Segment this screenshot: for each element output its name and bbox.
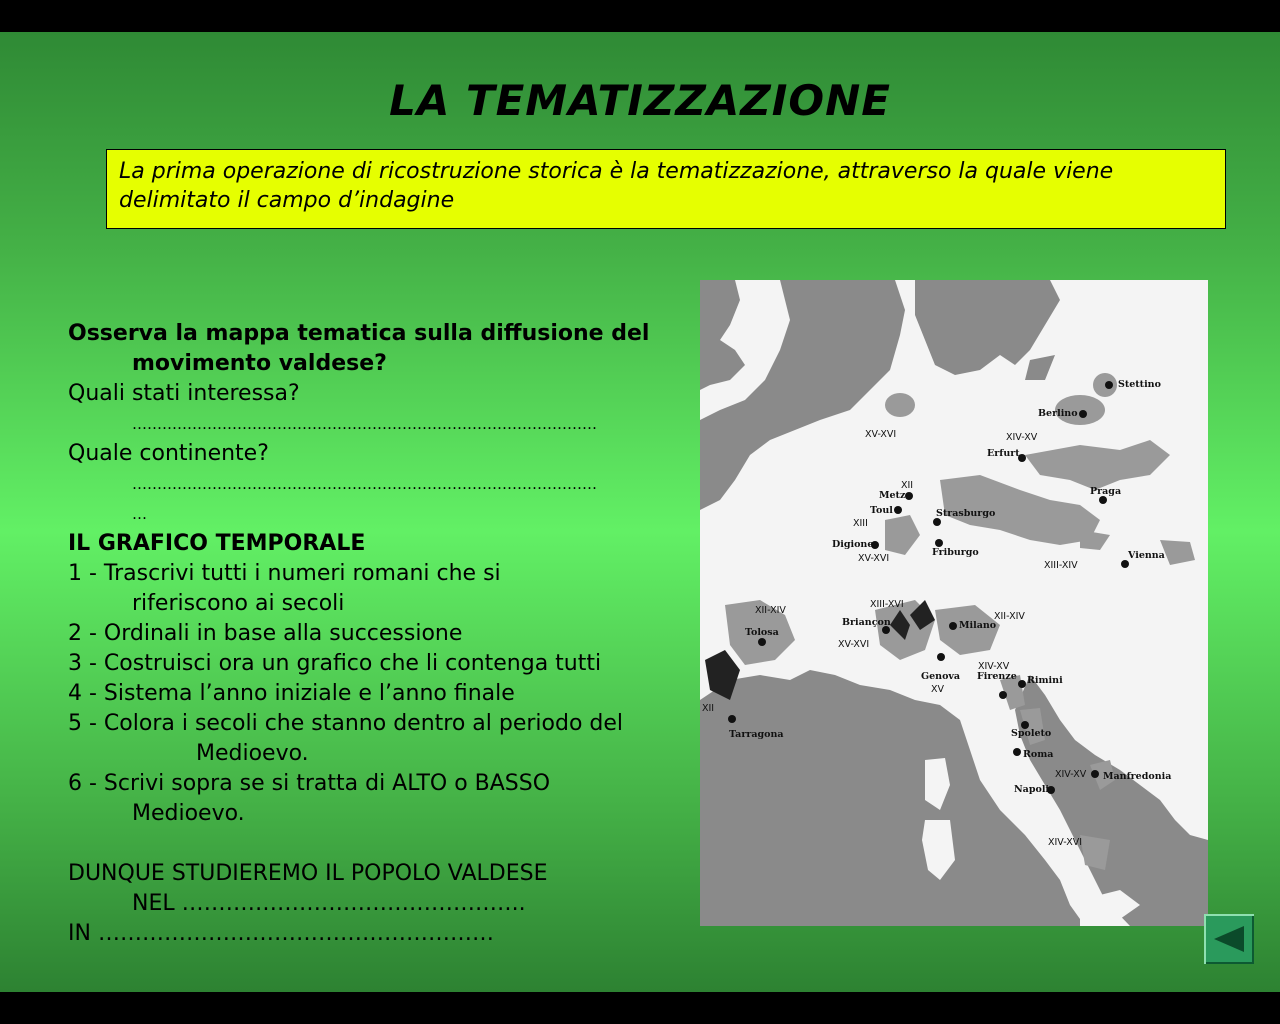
map-label: Berlino bbox=[1038, 408, 1078, 419]
map-century-label: XIII-XVI bbox=[870, 599, 904, 610]
map-century-label: XV-XVI bbox=[838, 639, 870, 650]
step-5-cont: Medioevo. bbox=[196, 741, 309, 766]
map-label: Praga bbox=[1090, 486, 1122, 497]
question-2: Quali stati interessa? bbox=[68, 381, 300, 406]
back-button[interactable] bbox=[1204, 914, 1254, 964]
map-century-label: XII-XIV bbox=[755, 605, 786, 616]
step-6-cont: Medioevo. bbox=[132, 801, 245, 826]
map-century-label: XV bbox=[931, 684, 945, 695]
map-label: Spoleto bbox=[1011, 728, 1052, 739]
map-label: Metz bbox=[879, 490, 906, 501]
map-century-label: XIII bbox=[853, 518, 868, 529]
map-label: Tolosa bbox=[745, 627, 779, 638]
step-4: 4 - Sistema l’anno iniziale e l’anno finale bbox=[68, 681, 515, 706]
step-3: 3 - Costruisci ora un grafico che li contenga tutti bbox=[68, 651, 602, 676]
answer-line-3b: … bbox=[132, 505, 147, 523]
exercise-text bbox=[68, 319, 668, 949]
map-century-label: XIV-XVI bbox=[1048, 837, 1083, 848]
map-image bbox=[700, 280, 1208, 926]
map-label: Milano bbox=[959, 620, 997, 631]
map-century-label: XII bbox=[702, 703, 715, 714]
answer-line-3: ………………………………………………………………………………… bbox=[132, 475, 597, 493]
conclusion-2: NEL ……………………………………….. bbox=[132, 891, 526, 916]
map-century-label: XV-XVI bbox=[858, 553, 890, 564]
map-label: Firenze bbox=[977, 671, 1017, 682]
answer-line-2: ………………………………………………………………………………… bbox=[132, 415, 597, 433]
map-century-label: XV-XVI bbox=[865, 429, 897, 440]
back-arrow-icon bbox=[1212, 924, 1246, 954]
step-2: 2 - Ordinali in base alla successione bbox=[68, 621, 463, 646]
map-label: Rimini bbox=[1027, 675, 1063, 686]
map-century-label: XIV-XV bbox=[978, 661, 1010, 672]
intro-line-1: La prima operazione di ricostruzione storica è la tematizzazione, attraverso la quale viene bbox=[119, 159, 1114, 184]
conclusion-1: DUNQUE STUDIEREMO IL POPOLO VALDESE bbox=[68, 861, 548, 886]
intro-box bbox=[106, 149, 1226, 229]
slide-title: LA TEMATIZZAZIONE bbox=[389, 76, 891, 125]
map-label: Toul bbox=[870, 505, 893, 516]
slide bbox=[0, 32, 1280, 992]
map-label: Strasburgo bbox=[936, 508, 996, 519]
step-1-cont: riferiscono ai secoli bbox=[132, 591, 345, 616]
map-label: Stettino bbox=[1118, 379, 1161, 390]
section-heading: IL GRAFICO TEMPORALE bbox=[68, 531, 366, 556]
question-3: Quale continente? bbox=[68, 441, 269, 466]
map-label: Manfredonia bbox=[1103, 771, 1172, 782]
map-century-label: XII-XIV bbox=[994, 611, 1025, 622]
map-label: Friburgo bbox=[932, 547, 979, 558]
map-label: Roma bbox=[1023, 749, 1054, 760]
map-label: Briançon bbox=[842, 617, 891, 628]
thematic-map bbox=[700, 280, 1208, 926]
map-label: Napoli bbox=[1014, 784, 1050, 795]
conclusion-3: IN ……………………………………………… bbox=[68, 921, 494, 946]
step-1: 1 - Trascrivi tutti i numeri romani che si bbox=[68, 561, 501, 586]
step-6: 6 - Scrivi sopra se si tratta di ALTO o BASSO bbox=[68, 771, 551, 796]
map-label: Erfurt bbox=[987, 448, 1020, 459]
map-label: Vienna bbox=[1128, 550, 1165, 561]
map-label: Digione bbox=[832, 539, 874, 550]
map-century-label: XIII-XIV bbox=[1044, 560, 1078, 571]
map-label: Genova bbox=[921, 671, 961, 682]
map-century-label: XIV-XV bbox=[1055, 769, 1087, 780]
intro-line-2: delimitato il campo d’indagine bbox=[119, 188, 455, 213]
map-century-label: XIV-XV bbox=[1006, 432, 1038, 443]
question-1: Osserva la mappa tematica sulla diffusione del bbox=[68, 321, 650, 346]
step-5: 5 - Colora i secoli che stanno dentro al periodo del bbox=[68, 711, 624, 736]
map-century-label: XII bbox=[901, 480, 914, 491]
question-1-cont: movimento valdese? bbox=[132, 351, 387, 376]
map-label: Tarragona bbox=[729, 729, 784, 740]
